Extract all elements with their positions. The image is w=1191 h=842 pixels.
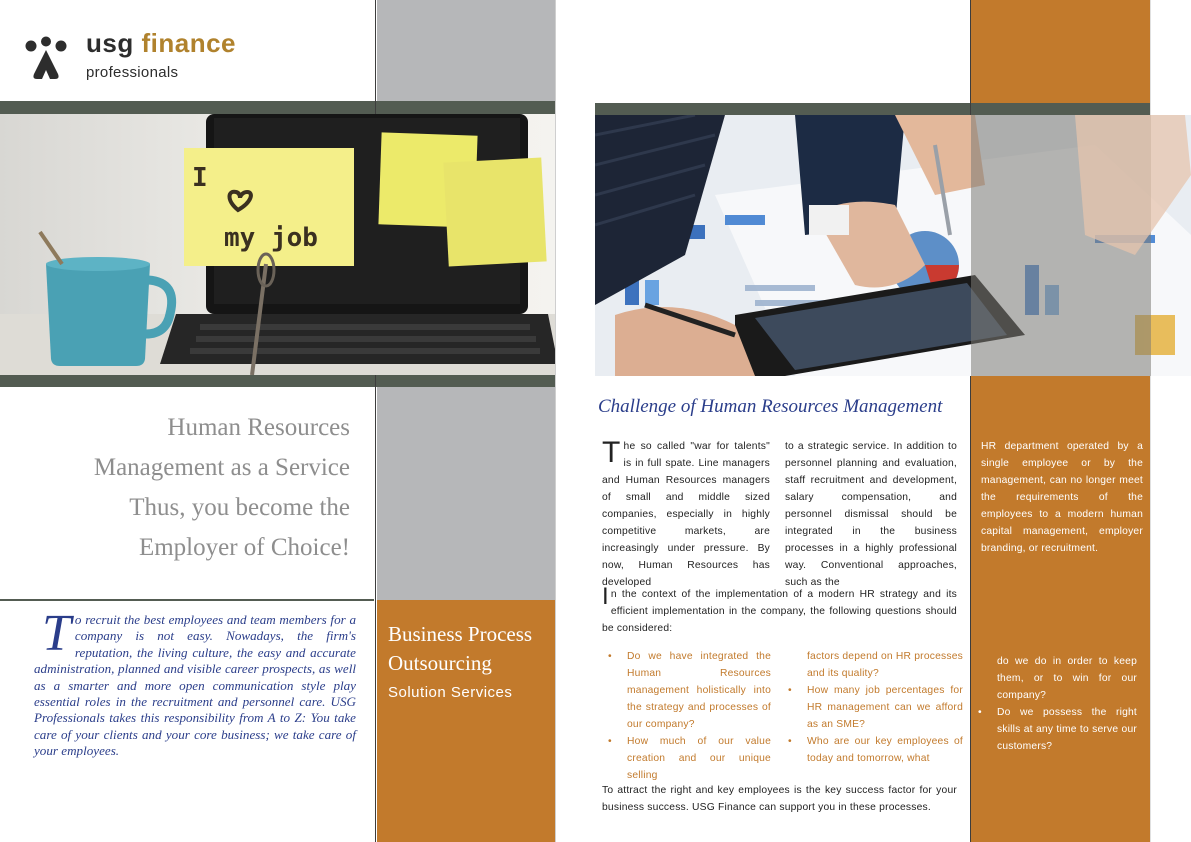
dark-bar-top-right: [595, 103, 1151, 115]
paragraph2-text: n the context of the implementation of a modern HR strategy and its efficient implementation in the company, the following questions should be considered:: [602, 589, 957, 634]
article-dropcap: T: [602, 436, 621, 469]
bpo-title-line2: Outsourcing: [388, 651, 492, 675]
photo-tablet-charts: [595, 115, 1191, 376]
bpo-subtitle: Solution Services: [388, 684, 513, 701]
list-item-continuation: [807, 648, 963, 682]
bullet-icon: •: [788, 685, 792, 696]
dark-bar-bottom-left: [0, 375, 555, 387]
question-text: factors depend on HR processes and its quality?: [807, 651, 963, 679]
brand-subtitle: professionals: [86, 64, 179, 81]
note-line2: my job: [224, 223, 318, 253]
divider-line: [0, 599, 374, 601]
article-paragraph-2: [602, 583, 957, 637]
list-item: [608, 733, 771, 784]
tagline: [20, 408, 350, 568]
bullet-icon: •: [978, 707, 982, 718]
intro-paragraph: [34, 605, 356, 760]
bpo-title: [388, 620, 553, 678]
tagline-line1: Human Resources: [167, 414, 350, 441]
grey-column-top: [377, 0, 555, 102]
question-text: Do we possess the right skills at any time to serve our customers?: [997, 707, 1137, 752]
intro-text: o recruit the best employees and team members for a company is not easy. Nowadays, the firm's reputation, the living culture, the easy and accurate administration, planned and visible career prospects, as well as a smarter and more open communication style play essential roles in the recruitment and personnel care. USG Professionals takes this responsibility from A to Z: You take care of your clients and your core business; we take care of your employees.: [34, 612, 356, 759]
brand-name-part2: finance: [141, 28, 236, 58]
bullet-icon: •: [788, 736, 792, 747]
question-text: do we do in order to keep them, or to win for our company?: [997, 656, 1137, 701]
bpo-title-line1: Business Process: [388, 622, 533, 646]
article-column-1: [602, 438, 770, 591]
questions-column-3: [978, 653, 1137, 755]
list-item: [608, 648, 771, 733]
question-text: Who are our key employees of today and tomorrow, what: [807, 736, 963, 764]
logo-icon: [24, 36, 68, 80]
list-item: [788, 682, 963, 733]
photo-i-love-my-job: [0, 114, 555, 375]
list-item: [788, 733, 963, 767]
intro-dropcap: T: [42, 605, 71, 662]
questions-column-1: [608, 648, 771, 784]
brand-name: [86, 28, 236, 59]
tagline-line3: Thus, you become the: [129, 494, 350, 521]
brand-name-part1: usg: [86, 28, 134, 58]
article-column-3: HR department operated by a single employee or by the management, can no longer meet the requirements of the employees to a modern human capital management, employer branding, or recruitment.: [981, 441, 1143, 554]
tagline-line4: Employer of Choice!: [138, 534, 350, 561]
note-line1: I: [192, 163, 208, 193]
grey-column-middle: [377, 387, 555, 600]
article-col1-text: he so called "war for talents" is in full spate. Line managers and Human Resources managers of small and middle sized companies, especially in highly competitive markets, are increasingly under pressure. By now, Human Resources has developed: [602, 441, 770, 588]
paragraph2-dropcap: I: [602, 583, 609, 610]
question-text: How many job percentages for HR management can we afford as an SME?: [807, 685, 963, 730]
bullet-icon: •: [608, 736, 612, 747]
dark-bar-top-left: [0, 101, 555, 114]
article-column-2: to a strategic service. In addition to personnel planning and evaluation, staff recruitment and development, salary compensation, and personnel dismissal should be integrated in the business processes in a highly professional way. Conventional approaches, such as the: [785, 441, 957, 588]
bullet-icon: •: [608, 651, 612, 662]
list-item-continuation: [997, 653, 1137, 704]
article-title: Challenge of Human Resources Management: [598, 396, 943, 417]
tagline-line2: Management as a Service: [93, 454, 350, 481]
page-fold: [555, 0, 556, 842]
orange-column-top: [971, 0, 1151, 104]
questions-column-2: [788, 648, 963, 767]
question-text: Do we have integrated the Human Resources management holistically into the strategy and processes of our company?: [627, 651, 771, 730]
question-text: How much of our value creation and our unique selling: [627, 736, 771, 781]
closing-paragraph: To attract the right and key employees is the key success factor for your business success. USG Finance can support you in these processes.: [602, 785, 957, 813]
list-item: [978, 704, 1137, 755]
